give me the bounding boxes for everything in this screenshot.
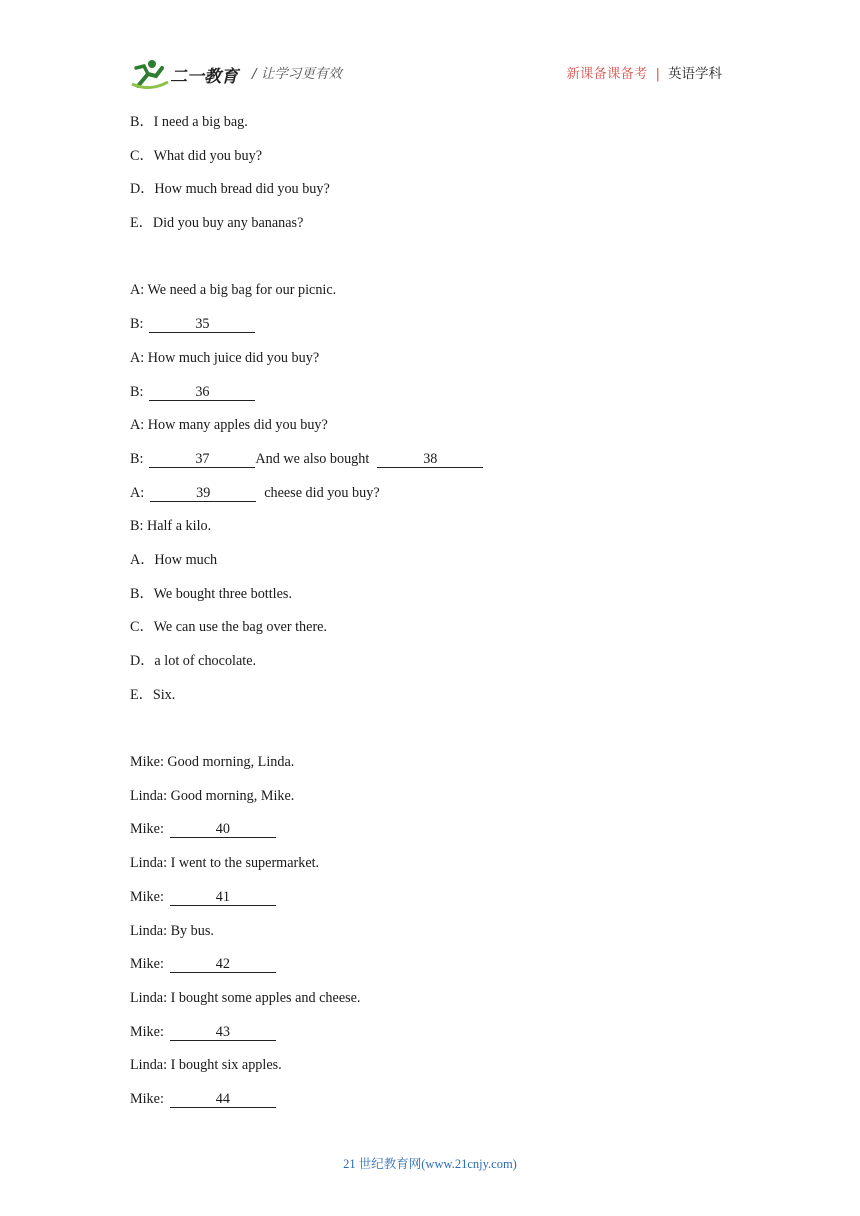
- text-line: Linda: I bought some apples and cheese.: [130, 989, 361, 1006]
- speaker-label: Mike:: [130, 1023, 164, 1040]
- text-line: Linda: I went to the supermarket.: [130, 855, 320, 872]
- text-line: A: We need a big bag for our picnic.: [130, 282, 337, 299]
- speaker-label: B:: [130, 450, 144, 467]
- speaker-label: Mike:: [130, 821, 164, 838]
- header-tag-left: 新课备课备考: [566, 66, 648, 82]
- answer-blank: 35: [149, 316, 255, 333]
- answer-blank: 39: [150, 485, 256, 502]
- answer-blank: 43: [170, 1024, 276, 1041]
- text-line: E．Six.: [130, 686, 176, 703]
- fill-blank-line: [130, 1089, 730, 1123]
- inline-text: cheese did you buy?: [264, 484, 380, 501]
- text-line: Mike: Good morning, Linda.: [130, 754, 295, 771]
- speaker-label: B:: [130, 316, 144, 333]
- paragraph-gap: [130, 247, 730, 281]
- fill-blank-line: [130, 382, 730, 416]
- fill-blank-line: [130, 314, 730, 348]
- header-separator: |: [655, 66, 660, 82]
- header-tagline: [566, 62, 722, 82]
- header-subject: 英语学科: [668, 66, 722, 82]
- text-line: D．a lot of chocolate.: [130, 653, 257, 669]
- answer-blank: 40: [170, 821, 276, 838]
- text-line: E．Did you buy any bananas?: [130, 215, 304, 232]
- footer-source: 21 世纪教育网(www.21cnjy.com): [343, 1157, 517, 1171]
- answer-blank: 44: [170, 1091, 276, 1108]
- fill-blank-line: [130, 1022, 730, 1056]
- fill-blank-line: [130, 449, 730, 483]
- paragraph-gap: [130, 718, 730, 752]
- document-body: [130, 112, 730, 1123]
- fill-blank-line: [130, 483, 730, 517]
- speaker-label: Mike:: [130, 888, 164, 905]
- slogan: / 让学习更有效: [252, 66, 342, 82]
- speaker-label: Mike:: [130, 1090, 164, 1107]
- text-line: C．What did you buy?: [130, 147, 263, 164]
- inline-text: And we also bought: [255, 450, 370, 467]
- text-line: B: Half a kilo.: [130, 518, 212, 535]
- text-line: A: How much juice did you buy?: [130, 349, 320, 366]
- fill-blank-line: [130, 819, 730, 853]
- text-line: A．How much: [130, 551, 218, 568]
- text-line: A: How many apples did you buy?: [130, 417, 328, 434]
- text-line: B．We bought three bottles.: [130, 585, 292, 602]
- fill-blank-line: [130, 954, 730, 988]
- speaker-label: B:: [130, 383, 144, 400]
- logo-text: 二一教育: [170, 67, 238, 87]
- text-line: Linda: Good morning, Mike.: [130, 787, 295, 804]
- text-line: Linda: I bought six apples.: [130, 1057, 282, 1074]
- answer-blank: 41: [170, 889, 276, 906]
- text-line: Linda: By bus.: [130, 922, 214, 939]
- fill-blank-line: [130, 887, 730, 921]
- speaker-label: A:: [130, 484, 145, 501]
- page-header: [0, 0, 860, 100]
- text-line: C．We can use the bag over there.: [130, 619, 328, 636]
- answer-blank: 36: [149, 384, 255, 401]
- text-line: D．How much bread did you buy?: [130, 181, 330, 198]
- speaker-label: Mike:: [130, 956, 164, 973]
- answer-blank: 42: [170, 956, 276, 973]
- answer-blank: 37: [149, 451, 255, 468]
- answer-blank: 38: [377, 451, 483, 468]
- text-line: B．I need a big bag.: [130, 114, 248, 130]
